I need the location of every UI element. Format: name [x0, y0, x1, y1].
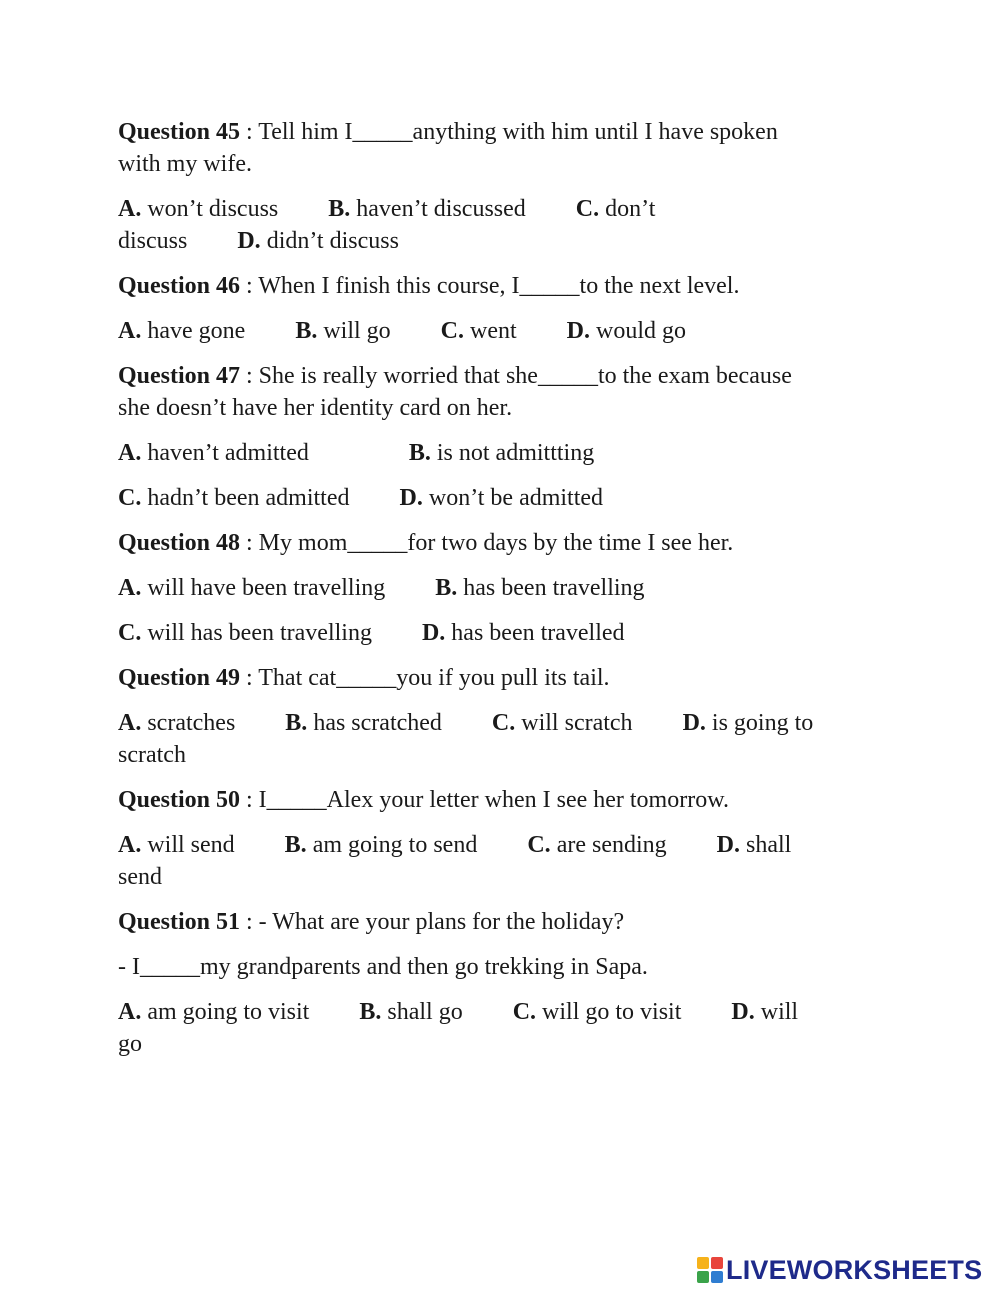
- option-b-text: has been travelling: [457, 575, 645, 601]
- liveworksheets-logo[interactable]: [697, 1255, 982, 1285]
- option-d-text-cont: go: [118, 1031, 142, 1057]
- option-a-letter: A.: [118, 318, 142, 344]
- question-text-cont: she doesn’t have her identity card on her.: [118, 395, 513, 421]
- logo-block: [711, 1271, 723, 1283]
- question-text: : - What are your plans for the holiday?: [240, 909, 625, 935]
- question-47-options-ab: [118, 437, 878, 469]
- question-48-options-cd: [118, 617, 878, 649]
- question-50-options: [118, 829, 878, 893]
- option-c-text: will go to visit: [536, 999, 682, 1025]
- option-d-text: will: [754, 999, 799, 1025]
- option-b-text: will go: [317, 318, 391, 344]
- question-49-stem: [118, 662, 878, 694]
- question-48-options-ab: [118, 572, 878, 604]
- question-text: : That cat_____you if you pull its tail.: [240, 665, 610, 691]
- option-d-text: didn’t discuss: [260, 228, 399, 254]
- option-c-text: will scratch: [515, 710, 633, 736]
- logo-text: LIVEWORKSHEETS: [726, 1254, 983, 1285]
- question-label: Question 51: [118, 909, 241, 935]
- option-d-letter: D.: [731, 999, 755, 1025]
- option-b-text: has scratched: [307, 710, 442, 736]
- option-d-text: has been travelled: [445, 620, 625, 646]
- option-a-text: will send: [141, 832, 235, 858]
- worksheet-page: [118, 116, 878, 1073]
- question-text: : My mom_____for two days by the time I see her.: [240, 530, 734, 556]
- question-label: Question 46: [118, 273, 241, 299]
- question-45-stem: [118, 116, 878, 180]
- option-d-text-cont: scratch: [118, 742, 186, 768]
- option-c-text: hadn’t been admitted: [141, 485, 350, 511]
- option-c-text: are sending: [550, 832, 667, 858]
- option-c-letter: C.: [491, 710, 516, 736]
- option-b-letter: B.: [435, 575, 458, 601]
- option-a-text: scratches: [141, 710, 236, 736]
- question-51-options: [118, 996, 878, 1060]
- option-c-text: don’t: [599, 196, 656, 222]
- question-49-options: [118, 707, 878, 771]
- question-47-stem: [118, 360, 878, 424]
- option-d-letter: D.: [237, 228, 261, 254]
- option-c-letter: C.: [527, 832, 551, 858]
- logo-block: [711, 1257, 723, 1269]
- option-b-letter: B.: [359, 999, 382, 1025]
- question-45-options: [118, 193, 878, 257]
- option-c-letter: C.: [440, 318, 465, 344]
- question-46-stem: [118, 270, 878, 302]
- question-label: Question 48: [118, 530, 241, 556]
- option-c-letter: C.: [118, 620, 142, 646]
- option-d-text: shall: [740, 832, 792, 858]
- option-a-text: am going to visit: [141, 999, 310, 1025]
- logo-block: [697, 1257, 709, 1269]
- option-b-letter: B.: [284, 832, 307, 858]
- question-47-options-cd: [118, 482, 878, 514]
- option-b-letter: B.: [295, 318, 318, 344]
- option-c-text: went: [464, 318, 517, 344]
- question-text: : When I finish this course, I_____to the next level.: [240, 273, 740, 299]
- option-d-letter: D.: [682, 710, 706, 736]
- option-a-letter: A.: [118, 440, 142, 466]
- option-b-letter: B.: [328, 196, 351, 222]
- option-d-text-cont: send: [118, 864, 162, 890]
- question-text-cont: - I_____my grandparents and then go trekking in Sapa.: [118, 954, 648, 980]
- option-d-letter: D.: [566, 318, 591, 344]
- option-a-text: haven’t admitted: [141, 440, 309, 466]
- question-text: : I_____Alex your letter when I see her tomorrow.: [240, 787, 729, 813]
- option-b-text: shall go: [381, 999, 463, 1025]
- option-d-text: is going to: [705, 710, 814, 736]
- option-a-text: won’t discuss: [141, 196, 279, 222]
- option-d-letter: D.: [421, 620, 446, 646]
- option-b-text: is not admittting: [430, 440, 595, 466]
- option-a-letter: A.: [118, 999, 142, 1025]
- question-label: Question 47: [118, 363, 241, 389]
- question-48-stem: [118, 527, 878, 559]
- question-50-stem: [118, 784, 878, 816]
- option-b-letter: B.: [285, 710, 308, 736]
- question-label: Question 45: [118, 119, 241, 145]
- option-c-letter: C.: [575, 196, 600, 222]
- option-c-letter: C.: [512, 999, 537, 1025]
- question-46-options: [118, 315, 878, 347]
- option-c-text-cont: discuss: [118, 228, 188, 254]
- option-a-letter: A.: [118, 575, 142, 601]
- option-d-letter: D.: [716, 832, 740, 858]
- logo-blocks-icon: [697, 1257, 723, 1283]
- option-a-letter: A.: [118, 832, 142, 858]
- option-a-letter: A.: [118, 196, 142, 222]
- option-d-text: won’t be admitted: [422, 485, 604, 511]
- option-a-text: have gone: [141, 318, 246, 344]
- option-b-text: am going to send: [306, 832, 478, 858]
- option-b-letter: B.: [408, 440, 431, 466]
- question-text: : Tell him I_____anything with him until I have spoken: [240, 119, 778, 145]
- option-c-letter: C.: [118, 485, 142, 511]
- option-a-letter: A.: [118, 710, 142, 736]
- option-a-text: will have been travelling: [141, 575, 386, 601]
- question-label: Question 49: [118, 665, 241, 691]
- option-c-text: will has been travelling: [141, 620, 372, 646]
- option-b-text: haven’t discussed: [350, 196, 526, 222]
- question-label: Question 50: [118, 787, 241, 813]
- question-text-cont: with my wife.: [118, 151, 252, 177]
- logo-block: [697, 1271, 709, 1283]
- option-d-letter: D.: [399, 485, 423, 511]
- question-51-dialogue: [118, 951, 878, 983]
- question-text: : She is really worried that she_____to the exam because: [240, 363, 792, 389]
- question-51-stem: [118, 906, 878, 938]
- option-d-text: would go: [590, 318, 687, 344]
